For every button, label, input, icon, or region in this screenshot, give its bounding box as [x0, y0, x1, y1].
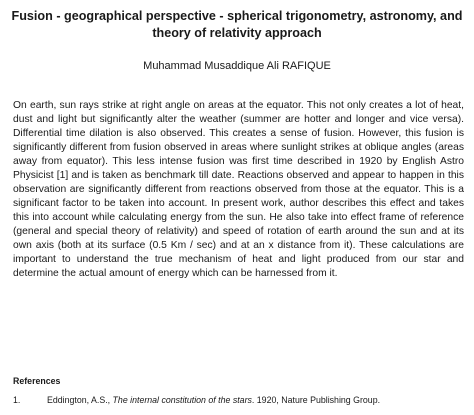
reference-title: The internal constitution of the stars — [112, 395, 252, 405]
author-name: Muhammad Musaddique Ali RAFIQUE — [143, 60, 331, 72]
reference-item — [13, 394, 468, 406]
reference-number: 1. — [13, 395, 21, 405]
reference-details: . 1920, Nature Publishing Group. — [251, 395, 381, 405]
reference-authors: Eddington, A.S., — [47, 395, 113, 405]
paper-title: Fusion - geographical perspective - spherical trigonometry, astronomy, and theory of relativity approach — [11, 9, 463, 40]
references-heading: References — [13, 376, 61, 386]
abstract-paragraph: On earth, sun rays strike at right angle on areas at the equator. This not only creates a lot of heat, dust and light but significantly alter the weather (summer are hotter and longer and vice versa). Differential time dilation is also observed. This creates a sense of fusion. However, this fusion is significantly different from fusion observed in areas where sunlight strikes at oblique angles (areas away from equator). This less intense fusion was first time described in 1920 by English Astro Physicist [1] and is taken as benchmark till date. Reactions observed and appear to happen in this observation are significantly different from reactions observed from those at the equator. This is a significant factor to be taken into account. In present work, author describes this effect and takes this into account while calculating energy from the sun. He also take into effect frame of reference (general and special theory of relativity) and speed of rotation of earth around the sun and at its own axis (both at its surface (0.5 Km / sec) and at an x distance from it). These calculations are important to understand the true mechanism of heat and light produced from our star and determine the actual amount of energy which can be harnessed from it. — [13, 100, 464, 279]
